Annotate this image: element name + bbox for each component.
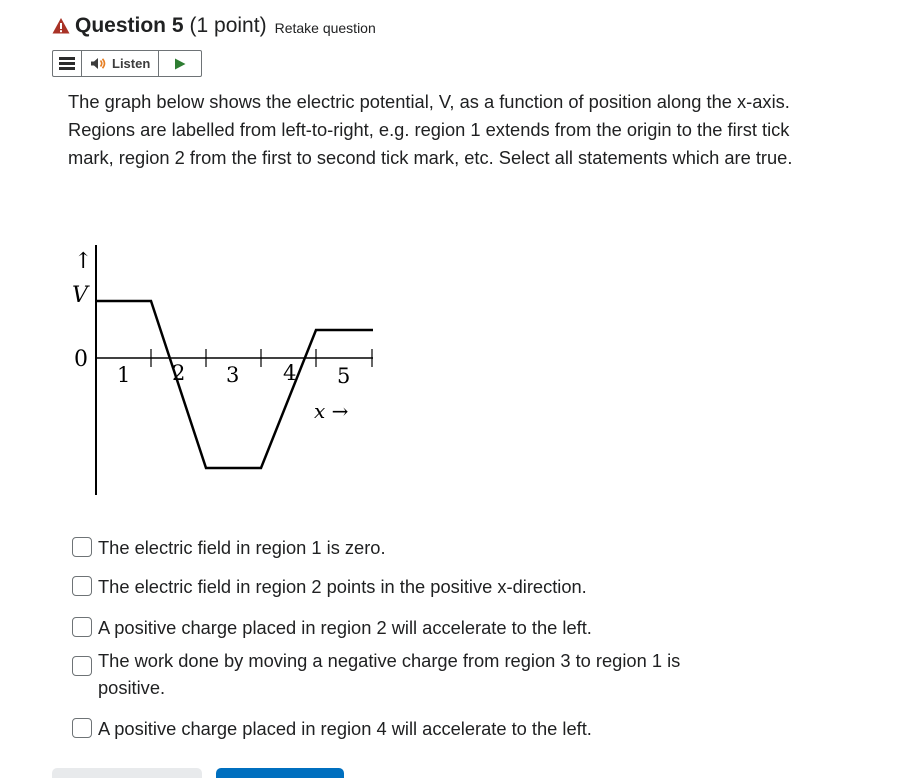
speaker-icon — [90, 57, 108, 70]
y-axis-label: V — [72, 283, 88, 308]
question-header — [52, 12, 376, 40]
option-4[interactable] — [72, 647, 738, 701]
potential-graph — [60, 240, 390, 500]
region-label-4: 4 — [283, 361, 297, 385]
option-1[interactable] — [72, 534, 738, 561]
option-5-label: A positive charge placed in region 4 will accelerate to the left. — [98, 718, 592, 739]
option-5[interactable] — [72, 715, 738, 742]
option-3-label: A positive charge placed in region 2 will accelerate to the left. — [98, 617, 592, 638]
option-4-checkbox[interactable] — [72, 656, 92, 676]
region-label-5: 5 — [337, 364, 351, 388]
option-2-label: The electric field in region 2 points in the positive x-direction. — [98, 576, 587, 597]
option-1-checkbox[interactable] — [72, 537, 92, 557]
primary-action-button[interactable] — [216, 768, 344, 778]
option-3-checkbox[interactable] — [72, 617, 92, 637]
menu-icon — [59, 57, 75, 70]
y-axis-arrow: ↑ — [74, 249, 93, 274]
option-4-label: The work done by moving a negative charge from region 3 to region 1 is positive. — [98, 650, 681, 698]
listen-label: Listen — [112, 56, 151, 71]
region-label-2: 2 — [172, 361, 186, 385]
secondary-action-button[interactable] — [52, 768, 202, 778]
region-label-1: 1 — [117, 363, 131, 387]
menu-button[interactable] — [53, 51, 82, 76]
retake-question-link[interactable]: Retake question — [274, 20, 376, 36]
option-1-label: The electric field in region 1 is zero. — [98, 537, 386, 558]
question-title: Question 5 — [75, 14, 184, 37]
option-2[interactable] — [72, 573, 738, 600]
listen-button[interactable] — [82, 51, 159, 76]
play-icon — [174, 58, 186, 70]
x-axis-label: x → — [314, 399, 349, 423]
region-label-3: 3 — [226, 363, 240, 387]
zero-label: 0 — [74, 347, 88, 372]
play-button[interactable] — [159, 51, 201, 76]
option-3[interactable] — [72, 614, 738, 641]
question-prompt: The graph below shows the electric potential, V, as a function of position along the x-axis. Regions are labelled from left-to-right, e.g. region 1 extends from the origin to the first tick mark, region 2 from the first to second tick mark, etc. Select all statements which are true. — [68, 91, 793, 168]
question-points: (1 point) — [189, 14, 267, 37]
warning-icon — [52, 17, 70, 35]
option-5-checkbox[interactable] — [72, 718, 92, 738]
option-2-checkbox[interactable] — [72, 576, 92, 596]
listen-toolbar — [52, 50, 202, 77]
